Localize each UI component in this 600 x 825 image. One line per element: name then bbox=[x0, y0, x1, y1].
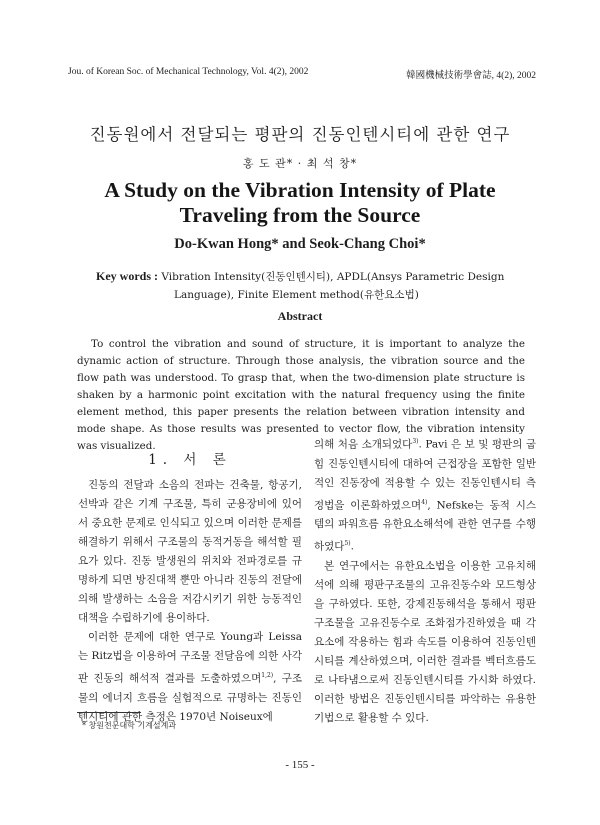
right-column bbox=[314, 432, 536, 728]
keywords-line-1 bbox=[96, 267, 516, 286]
intro-paragraph-3a: 의해 처음 소개되었다 bbox=[314, 438, 413, 451]
footnote-divider bbox=[77, 712, 141, 713]
reference-marker: 5) bbox=[344, 540, 351, 547]
keywords-text-2: Language), Finite Element method(유한요소법) bbox=[174, 289, 419, 301]
abstract-heading: Abstract bbox=[277, 309, 323, 323]
intro-paragraph-3b: . Pavi 은 보 및 평판의 굽힘 진동인텐시티에 대하여 근접장을 포함한 일반적인 진동장에 적용할 수 있는 진동인텐시티 측정법을 이론화하였으며 bbox=[314, 438, 536, 511]
keywords-label: Key words : bbox=[96, 269, 158, 283]
intro-paragraph-3c: , Nefske는 동적 시스템의 파워흐름 유한요소해석에 관한 연구를 수행하였다 bbox=[314, 499, 536, 553]
reference-marker: 1,2) bbox=[261, 672, 274, 679]
page-number: - 155 - bbox=[285, 759, 315, 771]
english-authors: Do-Kwan Hong* and Seok-Chang Choi* bbox=[174, 236, 426, 252]
journal-header-korean: 韓國機械技術學會誌, 4(2), 2002 bbox=[406, 71, 536, 81]
intro-paragraph-3d: . bbox=[350, 540, 354, 553]
abstract-text: To control the vibration and sound of structure, it is important to analyze the dynamic action of structure. Through those analysis, the vibration source and the flow path was understood. To grasp that, when the two-dimension plate structure is shaken by a harmonic point excitation with the natural frequency using the finite element method, this paper presents the relation between vibration intensity and mode shape. As those results was presented to vector flow, the vibration intensity was visualized. bbox=[77, 338, 525, 452]
keywords-block bbox=[96, 267, 516, 304]
left-column bbox=[78, 476, 302, 727]
reference-marker: 3) bbox=[412, 438, 419, 445]
english-title: A Study on the Vibration Intensity of Plate Traveling from the Source bbox=[104, 178, 496, 227]
intro-paragraph-2-text: 이러한 문제에 대한 연구로 Young과 Leissa는 Ritz법을 이용하여 구조물 전달음에 의한 사각판 진동의 해석적 결과를 도출하였으며 bbox=[78, 631, 302, 685]
keywords-text-1: Vibration Intensity(진동인텐시티), APDL(Ansys Parametric Design bbox=[161, 271, 505, 283]
journal-header-english: Jou. of Korean Soc. of Mechanical Technology, Vol. 4(2), 2002 bbox=[68, 67, 309, 77]
intro-paragraph-3 bbox=[314, 432, 536, 557]
korean-title: 진동원에서 전달되는 평판의 진동인텐시티에 관한 연구 bbox=[89, 125, 511, 144]
intro-paragraph-1: 진동의 전달과 소음의 전파는 건축물, 항공기, 선박과 같은 기계 구조물, 특히 군용장비에 있어서 중요한 문제로 인식되고 있으며 이러한 문제를 해결하기 위해서 구조물의 동적거동을 해석할 필요가 있다. 진동 발생원의 위치와 전파경로를 규명하게 되면 방진대책 뿐만 아니라 진동의 전달에 의해 발생하는 소음을 저감시키기 위한 능동적인 대책을 수립하기에 용이하다. bbox=[78, 479, 302, 624]
intro-paragraph-2-rest: , 구조물의 에너지 흐름을 실험적으로 규명하는 진동인텐시티에 관한 측정은 1970년 Noiseux에 bbox=[78, 672, 303, 723]
author-affiliation-footnote: * 창원전문대학 기계설계과 bbox=[82, 721, 177, 730]
reference-marker: 4) bbox=[421, 498, 428, 506]
intro-paragraph-4: 본 연구에서는 유한요소법을 이용한 고유치해석에 의해 평판구조물의 고유진동수와 모드형상을 구하였다. 또한, 강제진동해석을 통해서 평판 구조물을 고유진동수로 조화점가진하였을 때 각 요소에 작용하는 힘과 속도를 이용하여 진동인텐시티를 계산하였으며, 이러한 결과를 벡터흐름도로 나타냄으로써 진동인텐시티를 가시화 하였다. 이러한 방법은 진동인텐시티를 파악하는 유용한 기법으로 활용할 수 있다. bbox=[314, 559, 536, 724]
korean-authors: 홍 도 관* · 최 석 창* bbox=[242, 157, 358, 170]
section-heading-introduction: 1. 서 론 bbox=[148, 452, 232, 468]
